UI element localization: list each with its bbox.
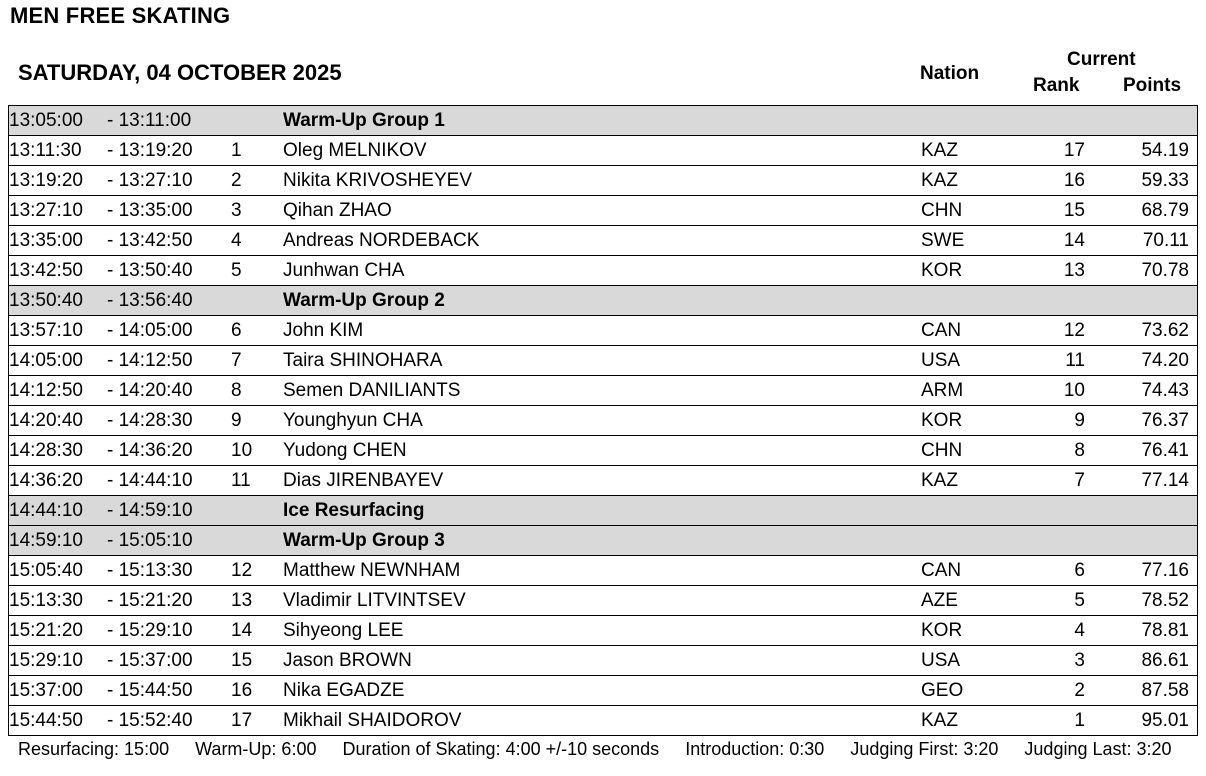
nation-code: KAZ <box>921 140 958 161</box>
group-row <box>9 106 1197 136</box>
skater-name: Sihyeong LEE <box>283 620 404 641</box>
end-time: - 15:29:10 <box>107 620 193 641</box>
end-time: - 15:05:10 <box>107 530 193 551</box>
skater-name: John KIM <box>283 320 364 341</box>
current-points: 74.20 <box>1141 350 1189 371</box>
start-time: 14:05:00 <box>9 350 83 371</box>
end-time: - 15:21:20 <box>107 590 193 611</box>
start-time: 13:11:30 <box>9 140 82 161</box>
skater-name: Andreas NORDEBACK <box>283 230 480 251</box>
group-row <box>9 286 1197 316</box>
footer-resurfacing: Resurfacing: 15:00 <box>18 739 170 759</box>
page-title: MEN FREE SKATING <box>10 3 231 28</box>
nation-code: ARM <box>921 380 964 401</box>
start-number: 7 <box>231 350 242 371</box>
table-row <box>9 676 1197 706</box>
end-time: - 13:56:40 <box>107 290 193 311</box>
current-rank: 14 <box>1063 230 1085 251</box>
nation-code: CHN <box>921 440 963 461</box>
current-rank: 17 <box>1063 140 1085 161</box>
schedule-footer <box>18 739 1172 760</box>
skater-name: Qihan ZHAO <box>283 200 392 221</box>
start-time: 15:21:20 <box>9 620 83 641</box>
table-row <box>9 346 1197 376</box>
start-number: 10 <box>231 440 253 461</box>
nation-code: KOR <box>921 410 963 431</box>
nation-code: CAN <box>921 560 962 581</box>
table-row <box>9 316 1197 346</box>
nation-code: KAZ <box>921 470 958 491</box>
skater-name: Taira SHINOHARA <box>283 350 443 371</box>
current-points: 73.62 <box>1141 320 1189 341</box>
group-label: Warm-Up Group 3 <box>283 530 445 551</box>
current-points: 68.79 <box>1141 200 1189 221</box>
skater-name: Oleg MELNIKOV <box>283 140 427 161</box>
start-time: 13:42:50 <box>9 260 83 281</box>
end-time: - 13:19:20 <box>107 140 193 161</box>
schedule-table <box>8 105 1198 736</box>
start-number: 3 <box>231 200 242 221</box>
end-time: - 14:44:10 <box>107 470 193 491</box>
end-time: - 15:13:30 <box>107 560 193 581</box>
start-number: 6 <box>231 320 242 341</box>
skater-name: Semen DANILIANTS <box>283 380 461 401</box>
group-row <box>9 496 1197 526</box>
table-row <box>9 706 1197 736</box>
start-number: 16 <box>231 680 253 701</box>
skater-name: Nika EGADZE <box>283 680 405 701</box>
nation-code: USA <box>921 350 961 371</box>
start-number: 1 <box>231 140 242 161</box>
start-number: 8 <box>231 380 242 401</box>
start-time: 13:57:10 <box>9 320 83 341</box>
nation-code: CHN <box>921 200 963 221</box>
current-points: 54.19 <box>1141 140 1189 161</box>
start-time: 13:35:00 <box>9 230 83 251</box>
footer-warmup: Warm-Up: 6:00 <box>195 739 317 759</box>
start-number: 14 <box>231 620 253 641</box>
end-time: - 14:05:00 <box>107 320 193 341</box>
current-rank: 2 <box>1074 680 1085 701</box>
table-row <box>9 256 1197 286</box>
table-row <box>9 196 1197 226</box>
start-number: 4 <box>231 230 242 251</box>
skater-name: Yudong CHEN <box>283 440 407 461</box>
end-time: - 13:11:00 <box>107 110 192 131</box>
current-rank: 10 <box>1063 380 1085 401</box>
start-number: 15 <box>231 650 253 671</box>
skater-name: Dias JIRENBAYEV <box>283 470 444 491</box>
start-time: 14:44:10 <box>9 500 83 521</box>
end-time: - 13:50:40 <box>107 260 193 281</box>
table-row <box>9 616 1197 646</box>
footer-judging-last: Judging Last: 3:20 <box>1024 739 1172 759</box>
current-rank: 5 <box>1074 590 1085 611</box>
current-points: 78.81 <box>1141 620 1189 641</box>
end-time: - 14:36:20 <box>107 440 193 461</box>
current-points: 86.61 <box>1141 650 1189 671</box>
table-row <box>9 466 1197 496</box>
current-header: Current <box>1067 49 1136 70</box>
start-number: 5 <box>231 260 242 281</box>
end-time: - 15:37:00 <box>107 650 193 671</box>
nation-code: GEO <box>921 680 964 701</box>
table-row <box>9 646 1197 676</box>
current-points: 59.33 <box>1141 170 1189 191</box>
footer-judging-first: Judging First: 3:20 <box>850 739 999 759</box>
start-number: 2 <box>231 170 242 191</box>
points-header: Points <box>1123 75 1182 96</box>
start-number: 17 <box>231 710 253 731</box>
current-rank: 15 <box>1063 200 1085 221</box>
end-time: - 15:44:50 <box>107 680 193 701</box>
start-time: 14:59:10 <box>9 530 83 551</box>
end-time: - 14:59:10 <box>107 500 193 521</box>
skater-name: Mikhail SHAIDOROV <box>283 710 462 731</box>
current-points: 70.78 <box>1141 260 1189 281</box>
footer-duration: Duration of Skating: 4:00 +/-10 seconds <box>342 739 660 759</box>
end-time: - 15:52:40 <box>107 710 193 731</box>
start-time: 15:44:50 <box>9 710 83 731</box>
current-rank: 8 <box>1074 440 1085 461</box>
current-points: 76.37 <box>1141 410 1189 431</box>
skater-name: Nikita KRIVOSHEYEV <box>283 170 472 191</box>
current-points: 74.43 <box>1141 380 1189 401</box>
end-time: - 14:12:50 <box>107 350 193 371</box>
skater-name: Junhwan CHA <box>283 260 405 281</box>
rank-header: Rank <box>1033 75 1080 96</box>
skater-name: Younghyun CHA <box>283 410 423 431</box>
end-time: - 13:35:00 <box>107 200 193 221</box>
start-number: 13 <box>231 590 253 611</box>
nation-code: SWE <box>921 230 965 251</box>
start-time: 14:20:40 <box>9 410 83 431</box>
start-time: 13:05:00 <box>9 110 83 131</box>
group-row <box>9 526 1197 556</box>
start-time: 14:28:30 <box>9 440 83 461</box>
current-points: 87.58 <box>1141 680 1189 701</box>
start-time: 15:05:40 <box>9 560 83 581</box>
table-row <box>9 226 1197 256</box>
start-time: 14:36:20 <box>9 470 83 491</box>
nation-code: KOR <box>921 620 963 641</box>
start-number: 11 <box>231 470 251 491</box>
current-points: 95.01 <box>1141 710 1189 731</box>
start-time: 14:12:50 <box>9 380 83 401</box>
end-time: - 14:20:40 <box>107 380 193 401</box>
event-date: SATURDAY, 04 OCTOBER 2025 <box>18 60 342 85</box>
start-time: 13:27:10 <box>9 200 83 221</box>
nation-code: KOR <box>921 260 963 281</box>
current-points: 78.52 <box>1141 590 1189 611</box>
nation-header: Nation <box>920 63 980 84</box>
current-rank: 9 <box>1074 410 1085 431</box>
group-label: Warm-Up Group 2 <box>283 290 445 311</box>
start-time: 13:50:40 <box>9 290 83 311</box>
table-row <box>9 376 1197 406</box>
start-time: 13:19:20 <box>9 170 83 191</box>
end-time: - 13:42:50 <box>107 230 193 251</box>
skater-name: Vladimir LITVINTSEV <box>283 590 466 611</box>
table-row <box>9 406 1197 436</box>
current-rank: 12 <box>1063 320 1085 341</box>
current-rank: 13 <box>1063 260 1085 281</box>
start-time: 15:37:00 <box>9 680 83 701</box>
current-rank: 1 <box>1074 710 1085 731</box>
end-time: - 13:27:10 <box>107 170 193 191</box>
start-number: 12 <box>231 560 253 581</box>
table-row <box>9 136 1197 166</box>
current-points: 76.41 <box>1141 440 1189 461</box>
current-rank: 6 <box>1074 560 1085 581</box>
group-label: Warm-Up Group 1 <box>283 110 445 131</box>
current-rank: 16 <box>1063 170 1085 191</box>
nation-code: USA <box>921 650 961 671</box>
skater-name: Jason BROWN <box>283 650 412 671</box>
start-number: 9 <box>231 410 242 431</box>
start-time: 15:13:30 <box>9 590 83 611</box>
start-time: 15:29:10 <box>9 650 83 671</box>
current-rank: 11 <box>1065 350 1085 371</box>
current-points: 70.11 <box>1142 230 1189 251</box>
footer-introduction: Introduction: 0:30 <box>685 739 825 759</box>
nation-code: AZE <box>921 590 958 611</box>
current-rank: 4 <box>1074 620 1085 641</box>
table-row <box>9 166 1197 196</box>
nation-code: KAZ <box>921 170 958 191</box>
table-row <box>9 586 1197 616</box>
nation-code: KAZ <box>921 710 958 731</box>
table-row <box>9 556 1197 586</box>
current-points: 77.16 <box>1141 560 1189 581</box>
current-rank: 7 <box>1074 470 1085 491</box>
table-row <box>9 436 1197 466</box>
skater-name: Matthew NEWNHAM <box>283 560 461 581</box>
current-rank: 3 <box>1074 650 1085 671</box>
end-time: - 14:28:30 <box>107 410 193 431</box>
nation-code: CAN <box>921 320 962 341</box>
group-label: Ice Resurfacing <box>283 500 425 521</box>
current-points: 77.14 <box>1141 470 1189 491</box>
